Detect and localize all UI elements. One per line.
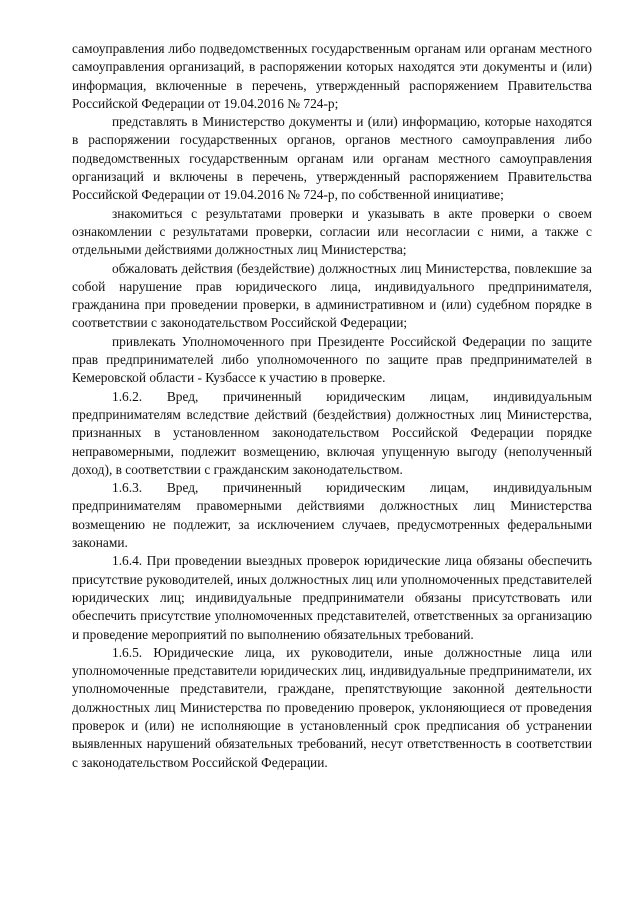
paragraph-review-results: знакомиться с результатами проверки и указывать в акте проверки о своем ознакомлении с результатами проверки, согласии или несогласии с ними, а также с отдельными действиями должностных лиц Министерства; [72, 205, 592, 258]
paragraph-continuation: самоуправления либо подведомственных государственным органам или органам местного самоуправления организаций, в распоряжении которых находятся эти документы и (или) информация, включенные в перечень, утвержденный распоряжением Правительства Российской Федерации от 19.04.2016 № 724-р; [72, 41, 592, 111]
paragraph-submit-documents: представлять в Министерство документы и (или) информацию, которые находятся в распоряжении государственных органов, органов местного самоуправления либо подведомственных государственным органам или органам местного самоуправления организаций и включены в перечень, утвержденный распоряжением Правительства Российской Федерации от 19.04.2016 № 724-р, по собственной инициативе; [72, 114, 592, 203]
paragraph-1-6-5: 1.6.5. Юридические лица, их руководители, иные должностные лица или уполномоченные представители юридических лиц, индивидуальные предприниматели, их уполномоченные представители, граждане, препятствующие законной деятельности должностных лиц Министерства по проведению проверок, уклоняющиеся от проведения проверок и (или) не исполняющие в установленный срок предписания об устранении выявленных нарушений обязательных требований, несут ответственность в соответствии с законодательством Российской Федерации. [72, 644, 592, 770]
paragraph-1-6-3: 1.6.3. Вред, причиненный юридическим лицам, индивидуальным предпринимателям правомерными действиями должностных лиц Министерства возмещению не подлежит, за исключением случаев, предусмотренных федеральными законами. [72, 480, 592, 551]
document-page [72, 40, 592, 772]
paragraph-appeal-actions: обжаловать действия (бездействие) должностных лиц Министерства, повлекшие за собой нарушение прав юридического лица, индивидуального предпринимателя, гражданина при проведении проверки, в административном и (или) судебном порядке в соответствии с законодательством Российской Федерации; [72, 260, 592, 331]
paragraph-1-6-4: 1.6.4. При проведении выездных проверок юридические лица обязаны обеспечить присутствие руководителей, иных должностных лиц или уполномоченных представителей юридических лиц; индивидуальные предприниматели обязаны присутствовать или обеспечить присутствие уполномоченных представителей, ответственных за организацию и проведение мероприятий по выполнению обязательных требований. [72, 553, 592, 642]
paragraph-involve-ombudsman: привлекать Уполномоченного при Президенте Российской Федерации по защите прав предпринимателей либо уполномоченного по защите прав предпринимателей в Кемеровской области - Кузбассе к участию в проверке. [72, 333, 592, 386]
paragraph-1-6-2: 1.6.2. Вред, причиненный юридическим лицам, индивидуальным предпринимателям вследствие действий (бездействия) должностных лиц Министерства, признанных в установленном законодательством Российской Федерации порядке неправомерными, подлежит возмещению, включая упущенную выгоду (неполученный доход), в соответствии с гражданским законодательством. [72, 388, 592, 477]
